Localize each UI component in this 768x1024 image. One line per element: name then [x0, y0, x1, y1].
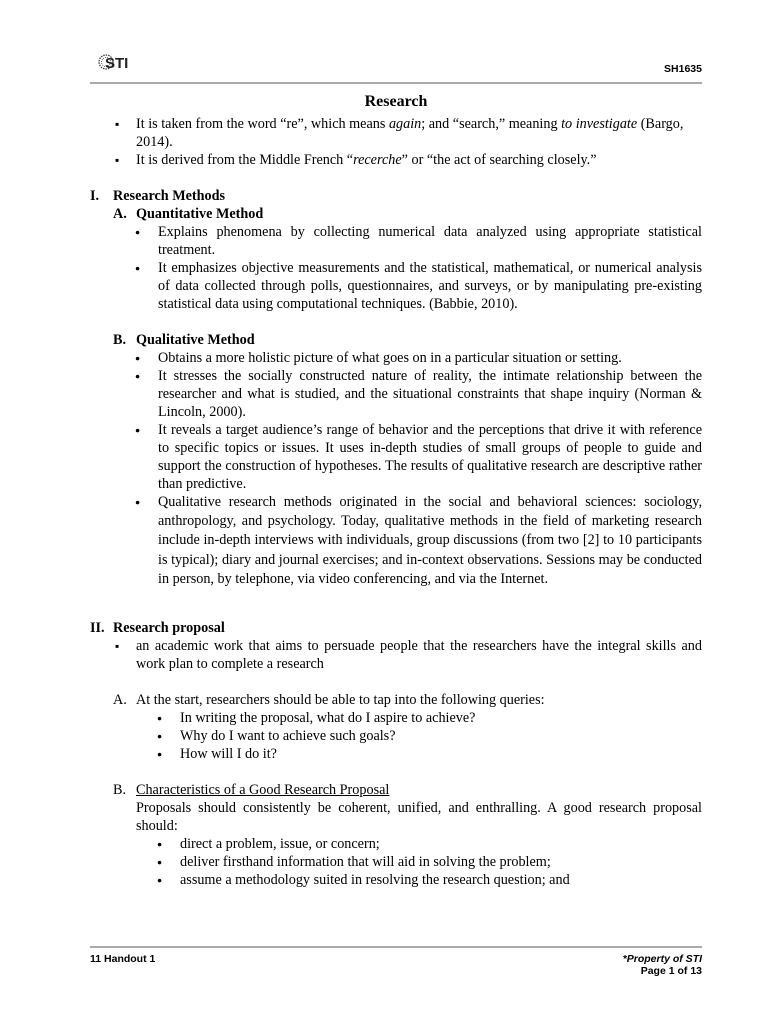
list-item: ● Why do I want to achieve such goals? — [90, 727, 702, 745]
quantitative-list — [90, 223, 702, 313]
subsection-heading: B. Characteristics of a Good Research Proposal — [113, 782, 390, 799]
list-item: ● It stresses the socially constructed nature of reality, the intimate relationship between the researcher and what is studied, and the situational constraints that shape inquiry (Norman & Lincoln, 2000). — [90, 367, 702, 421]
subsection-heading: B. Qualitative Method — [113, 332, 255, 348]
property-notice: *Property of STI — [622, 953, 702, 965]
list-item: ● How will I do it? — [90, 745, 702, 763]
document-code: SH1635 — [664, 63, 702, 75]
list-item: ● Explains phenomena by collecting numerical data analyzed using appropriate statistical treatment. — [90, 223, 702, 259]
page-number: Page 1 of 13 — [640, 965, 702, 977]
paragraph: Proposals should consistently be coherent, unified, and enthralling. A good research proposal should: — [136, 800, 702, 835]
footer-divider — [90, 946, 702, 948]
list-item: ▪ It is derived from the Middle French “recerche” or “the act of searching closely.” — [90, 151, 702, 169]
characteristics-list — [90, 835, 702, 889]
section-heading: II. Research proposal — [90, 620, 225, 637]
list-item: ▪ It is taken from the word “re”, which means again; and “search,” meaning to investigate (Bargo, 2014). — [90, 115, 702, 151]
proposal-definition — [90, 637, 702, 673]
subsection-heading: A. At the start, researchers should be able to tap into the following queries: — [113, 692, 545, 709]
list-item: ● deliver firsthand information that will aid in solving the problem; — [90, 853, 702, 871]
queries-list — [90, 709, 702, 763]
list-item: ● It emphasizes objective measurements and the statistical, mathematical, or numerical analysis of data collected through polls, questionnaires, and surveys, or by manipulating pre-existing statistical data using computational techniques. (Babbie, 2010). — [90, 259, 702, 313]
list-item: ▪ an academic work that aims to persuade people that the researchers have the integral skills and work plan to complete a research — [90, 637, 702, 673]
page-title: Research — [364, 93, 428, 110]
list-item: ● In writing the proposal, what do I aspire to achieve? — [90, 709, 702, 727]
header-divider — [90, 82, 702, 84]
list-item: ● Obtains a more holistic picture of what goes on in a particular situation or setting. — [90, 349, 702, 367]
footer-handout-label: 11 Handout 1 — [90, 953, 156, 965]
list-item: ● It reveals a target audience’s range of behavior and the perceptions that drive it with reference to specific topics or issues. It uses in-depth studies of small groups of people to guide and support the construction of hypotheses. The results of qualitative research are descriptive rather than predictive. — [90, 421, 702, 493]
footer-right — [623, 953, 702, 977]
logo-text: STI — [105, 55, 129, 72]
subsection-heading: A. Quantitative Method — [113, 206, 264, 222]
list-item: ● assume a methodology suited in resolving the research question; and — [90, 871, 702, 889]
document-body — [90, 93, 702, 889]
sti-logo — [96, 50, 144, 74]
section-heading: I. Research Methods — [90, 188, 226, 204]
intro-list — [90, 115, 702, 169]
list-item: ● Qualitative research methods originated in the social and behavioral sciences: sociology, anthropology, and psychology. Today, qualitative methods in the field of marketing research include in-depth interviews with individuals, group discussions (from two [2] to 10 participants is typical); diary and journal exercises; and in-context observations. Sessions may be conducted in person, by telephone, via video conferencing, and via the Internet. — [90, 493, 702, 589]
qualitative-list — [90, 349, 702, 589]
list-item: ● direct a problem, issue, or concern; — [90, 835, 702, 853]
